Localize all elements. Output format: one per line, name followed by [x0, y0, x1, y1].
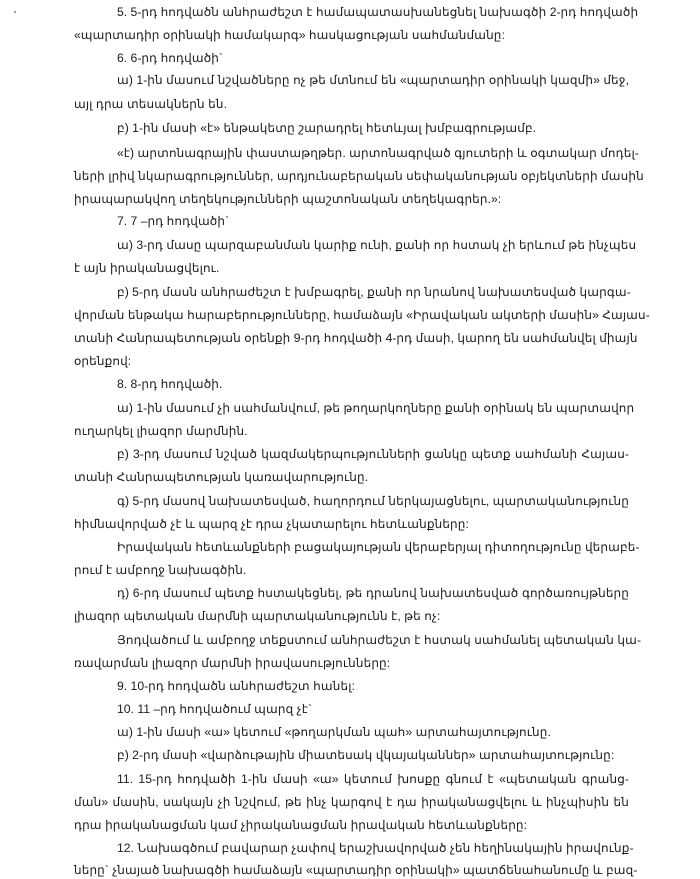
- text-line-25: րում է ամբողջ նախագծին.: [74, 563, 247, 577]
- text-line-36: դրա իրականացման կամ չիրականացման իրավական հետևանքները:: [74, 818, 528, 832]
- margin-dot: [14, 11, 16, 13]
- text-line-24: Իրավական հետևանքների բացակայության վերաբերյալ դիտողությունը վերաբե-: [117, 540, 640, 554]
- text-line-10: 7. 7 –րդ հոդվածի`: [117, 214, 230, 228]
- text-line-4: ա) 1-ին մասում նշվածները ոչ թե մտնում են «պարտադիր օրինակի կազմի» մեջ,: [117, 73, 629, 87]
- text-line-14: վորման ենթակա հարաբերությունները, համաձայն «Իրավական ակտերի մասին» Հայաս-: [74, 308, 650, 322]
- text-line-29: ռավարման լիազոր մարմնի իրավասությունները:: [74, 656, 391, 670]
- text-line-23: հիմնավորված չէ և պարզ չէ դրա չկատարելու հետևանքները:: [74, 517, 469, 531]
- text-line-12: է այն իրականացվելու.: [74, 261, 220, 275]
- text-line-35: ման» մասին, սակայն չի նշվում, թե ինչ կարգով է դա իրականացվելու և ինչպիսին են: [74, 795, 629, 809]
- text-line-30: 9. 10-րդ հոդվածն անհրաժեշտ հանել:: [117, 679, 355, 693]
- text-line-20: բ) 3-րդ մասում նշված կազմակերպությունների ցանկը պետք սահմանի Հայաս-: [117, 447, 629, 461]
- text-line-32: ա) 1-ին մասի «ա» կետում «թողարկման պահ» արտահայտությունը.: [117, 725, 551, 739]
- text-line-33: բ) 2-րդ մասի «վարձութային միատեսակ վկայականներ» արտահայտությունը:: [117, 748, 615, 762]
- text-line-37: 12. Նախագծում բավարար չափով երաշխավորված չեն հեղինակային իրավունք-: [117, 841, 634, 855]
- text-line-27: լիազոր պետական մարմնի պարտականությունն է, թե ոչ:: [74, 609, 441, 623]
- text-line-7: «է) արտոնագրային փաստաթղթեր. արտոնագրված գյուտերի և օգտակար մոդել-: [117, 146, 639, 160]
- text-line-11: ա) 3-րդ մասը պարզաբանման կարիք ունի, քանի որ հստակ չի երևում թե ինչպես: [117, 238, 637, 252]
- text-line-16: օրենքով:: [74, 354, 132, 368]
- text-line-31: 10. 11 –րդ հոդվածում պարզ չէ`: [117, 702, 313, 716]
- text-line-17: 8. 8-րդ հոդվածի.: [117, 377, 223, 391]
- text-line-6: բ) 1-ին մասի «է» ենթակետը շարադրել հետևյալ խմբագրությամբ.: [117, 121, 537, 135]
- text-line-21: տանի Հանրապետության կառավարությունը.: [74, 470, 369, 484]
- text-line-8: ների լրիվ նկարագրություններ, արդյունաբերական սեփականության օբյեկտների մասին: [74, 169, 644, 183]
- text-line-9: իրապարակվող տեղեկությունների պաշտոնական տեղեկագրեր.»:: [74, 192, 502, 206]
- text-line-19: ուղարկել լիազոր մարմնին.: [74, 424, 248, 438]
- text-line-28: Յոդվածում և ամբողջ տեքստում անհրաժեշտ է հստակ սահմանել պետական կա-: [117, 633, 642, 647]
- text-line-38: ները` չնայած նախագծի համաձայն «պարտադիր օրինակի» պատճենահանումը և բազ-: [74, 863, 638, 877]
- text-line-34: 11. 15-րդ հոդվածի 1-ին մասի «ա» կետում խոսքը գնում է «պետական գրանց-: [117, 772, 629, 786]
- text-line-18: ա) 1-ին մասում չի սահմանվում, թե թողարկողները քանի օրինակ են պարտավոր: [117, 401, 635, 415]
- text-line-1: 5. 5-րդ հոդվածն անհրաժեշտ է համապատասխանեցնել նախագծի 2-րդ հոդվածի: [117, 5, 639, 19]
- text-line-13: բ) 5-րդ մասն անհրաժեշտ է խմբագրել, քանի որ նրանով նախատեսված կարգա-: [117, 285, 631, 299]
- text-line-5: այլ դրա տեսակներն են.: [74, 97, 227, 111]
- text-line-15: տանի Հանրապետության օրենքի 9-րդ հոդվածի 4-րդ մասի, կարող են սահմանվել միայն: [74, 331, 638, 345]
- text-line-26: դ) 6-րդ մասում պետք հստակեցնել, թե դրանով նախատեսված գործառույթները: [117, 586, 629, 600]
- text-line-22: գ) 5-րդ մասով նախատեսված, հաղորդում ներկայացնելու, պարտականությունը: [117, 494, 629, 508]
- text-line-3: 6. 6-րդ հոդվածի`: [117, 51, 224, 65]
- text-line-2: «պարտադիր օրինակի համակարգ» հասկացության սահմանմանը:: [74, 28, 505, 42]
